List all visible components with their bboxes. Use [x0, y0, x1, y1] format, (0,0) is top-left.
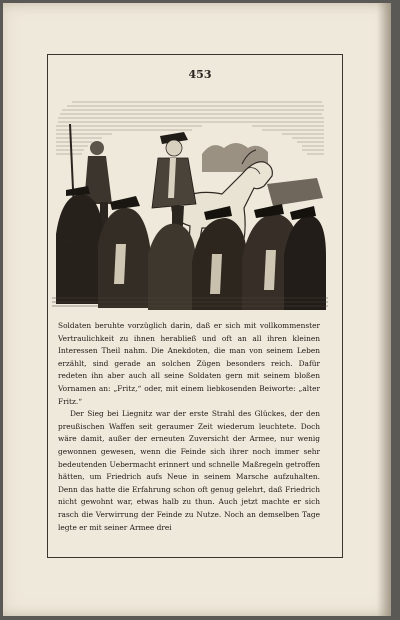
engraving-illustration	[52, 94, 328, 310]
body-text	[58, 320, 320, 534]
page-gutter-shadow	[377, 3, 391, 616]
paragraph-1: Soldaten beruhte vorzüglich darin, daß er sich mit vollkommenster Vertraulichkeit zu ihnen herabließ und oft an all ihren kleinen Interessen Theil nahm. Die Anekdoten, die man von seinem Leben erzählt, sind gerade an solchen Zügen besonders reich. Dafür redeten ihn aber auch all seine Soldaten gern mit seinem bloßen Vornamen an: „Fritz,“ oder, mit einem liebkosenden Beiworte: „alter Fritz.“	[58, 321, 320, 406]
page-number: 453	[188, 68, 212, 81]
distant-troops	[267, 178, 323, 206]
paragraph-2: Der Sieg bei Liegnitz war der erste Strahl des Glückes, der den preußischen Waffen seit geraumer Zeit wiederum leuchtete. Doch wäre damit, außer der erneuten Zuversicht der Armee, nur wenig gewonnen gewesen, wenn die Feinde sich ihrer noch immer sehr bedeutenden Uebermacht erinnert und schnelle Maßregeln getroffen hätten, um Friedrich aufs Neue in seinem Marsche aufzuhalten. Denn das hatte die Erfahrung schon oft genug gelehrt, daß Friedrich nicht gewohnt war, etwas halb zu thun. Auch jetzt machte er sich rasch die Verwirrung der Feinde zu Nutze. Noch an demselben Tage legte er mit seiner Armee drei	[58, 409, 320, 532]
artist-monogram: AM	[62, 239, 73, 246]
